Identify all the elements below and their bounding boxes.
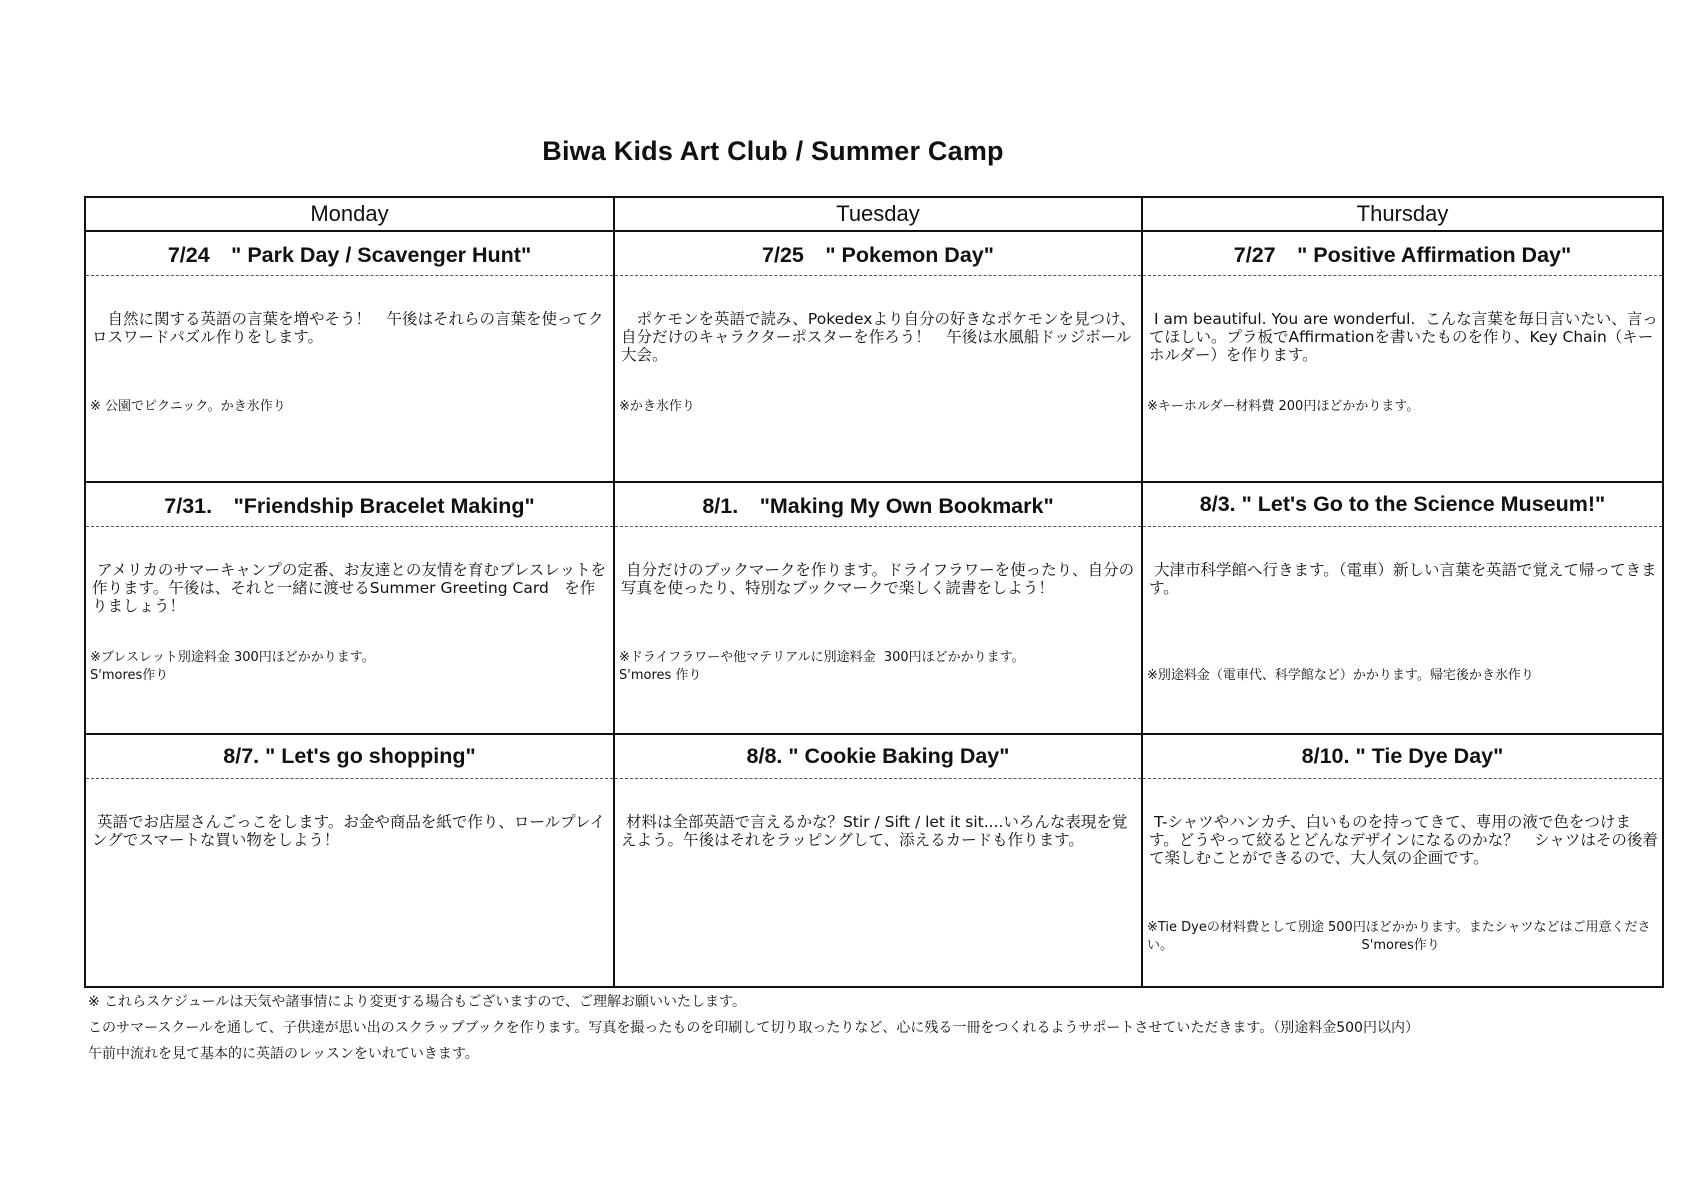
day-note: ※かき氷作り	[619, 399, 695, 414]
day-description: 大津市科学館へ行きます。（電車）新しい言葉を英語で覚えて帰ってきます。	[1149, 561, 1657, 598]
day-cell	[86, 735, 615, 986]
day-description: 自然に関する英語の言葉を増やそう！ 午後はそれらの言葉を使ってクロスワードパズル作りをします。	[92, 310, 604, 346]
day-description: 英語でお店屋さんごっこをします。お金や商品を紙で作り、ロールプレイングでスマートな買い物をしよう！	[92, 812, 606, 849]
day-cell	[615, 735, 1143, 986]
schedule-table	[84, 196, 1664, 988]
day-cell	[1143, 232, 1662, 483]
day-title: 8/1. "Making My Own Bookmark"	[615, 483, 1141, 527]
day-description: T-シャツやハンカチ、白いものを持ってきて、専用の液で色をつけます。どうやって絞るとどんなデザインになるのかな？ シャツはその後着て楽しむことができるので、大人気の企画です。	[1149, 812, 1658, 867]
day-title: 7/24 " Park Day / Scavenger Hunt"	[86, 232, 613, 276]
day-description: アメリカのサマーキャンプの定番、お友達との友情を育むブレスレットを作ります。午後は、それと一緒に渡せるSummer Greeting Card を作りましょう！	[92, 561, 607, 616]
footnote: このサマースクールを通して、子供達が思い出のスクラップブックを作ります。写真を撮ったものを印刷して切り取ったりなど、心に残る一冊をつくれるようサポートさせていただきます。（別途料金500円以内）	[88, 1020, 1419, 1036]
footnote: ※ これらスケジュールは天気や諸事情により変更する場合もございますので、ご理解お願いいたします。	[88, 994, 746, 1010]
day-cell	[86, 483, 615, 734]
day-note: ※Tie Dyeの材料費として別途 500円ほどかかります。またシャツなどはご用意ください。 S'mores作り	[1147, 919, 1651, 953]
page-title: Biwa Kids Art Club / Summer Camp	[542, 136, 1004, 166]
day-title: 8/7. " Let's go shopping"	[86, 735, 613, 779]
footnotes	[88, 992, 1419, 1070]
day-title: 7/27 " Positive Affirmation Day"	[1143, 232, 1662, 276]
day-cell	[86, 232, 615, 483]
day-note: ※ 公園でピクニック。かき氷作り	[90, 399, 286, 414]
day-title: 7/25 " Pokemon Day"	[615, 232, 1141, 276]
column-header-monday: Monday	[86, 198, 615, 232]
column-header-thursday: Thursday	[1143, 198, 1662, 232]
day-description: 自分だけのブックマークを作ります。ドライフラワーを使ったり、自分の写真を使ったり、特別なブックマークで楽しく読書をしよう！	[621, 561, 1135, 598]
day-cell	[615, 483, 1143, 734]
day-title: 7/31. "Friendship Bracelet Making"	[86, 483, 613, 527]
day-note: ※キーホルダー材料費 200円ほどかかります。	[1147, 399, 1420, 414]
day-title: 8/3. " Let's Go to the Science Museum!"	[1143, 483, 1662, 527]
day-note: ※別途料金（電車代、科学館など）かかります。帰宅後かき氷作り	[1147, 668, 1534, 684]
day-title: 8/10. " Tie Dye Day"	[1143, 735, 1662, 779]
footnote: 午前中流れを見て基本的に英語のレッスンをいれていきます。	[88, 1046, 479, 1062]
day-cell	[1143, 735, 1662, 986]
day-title: 8/8. " Cookie Baking Day"	[615, 735, 1141, 779]
day-note: ※ドライフラワーや他マテリアルに別途料金 300円ほどかかります。 S'mores 作り	[619, 650, 1025, 684]
day-cell	[1143, 483, 1662, 734]
day-cell	[615, 232, 1143, 483]
day-description: ポケモンを英語で読み、Pokedexより自分の好きなポケモンを見つけ、自分だけのキャラクターポスターを作ろう！ 午後は水風船ドッジボール大会。	[621, 310, 1136, 364]
day-description: 材料は全部英語で言えるかな？Stir / Sift / let it sit....いろんな表現を覚えよう。午後はそれをラッピングして、添えるカードも作ります。	[621, 812, 1128, 849]
day-note: ※ブレスレット別途料金 300円ほどかかります。 S'mores作り	[90, 650, 375, 684]
column-header-tuesday: Tuesday	[615, 198, 1143, 232]
day-description: I am beautiful. You are wonderful. こんな言葉を毎日言いたい、言ってほしい。プラ板でAffirmationを書いたものを作り、Key Chain（キーホルダー）を作ります。	[1149, 310, 1658, 364]
